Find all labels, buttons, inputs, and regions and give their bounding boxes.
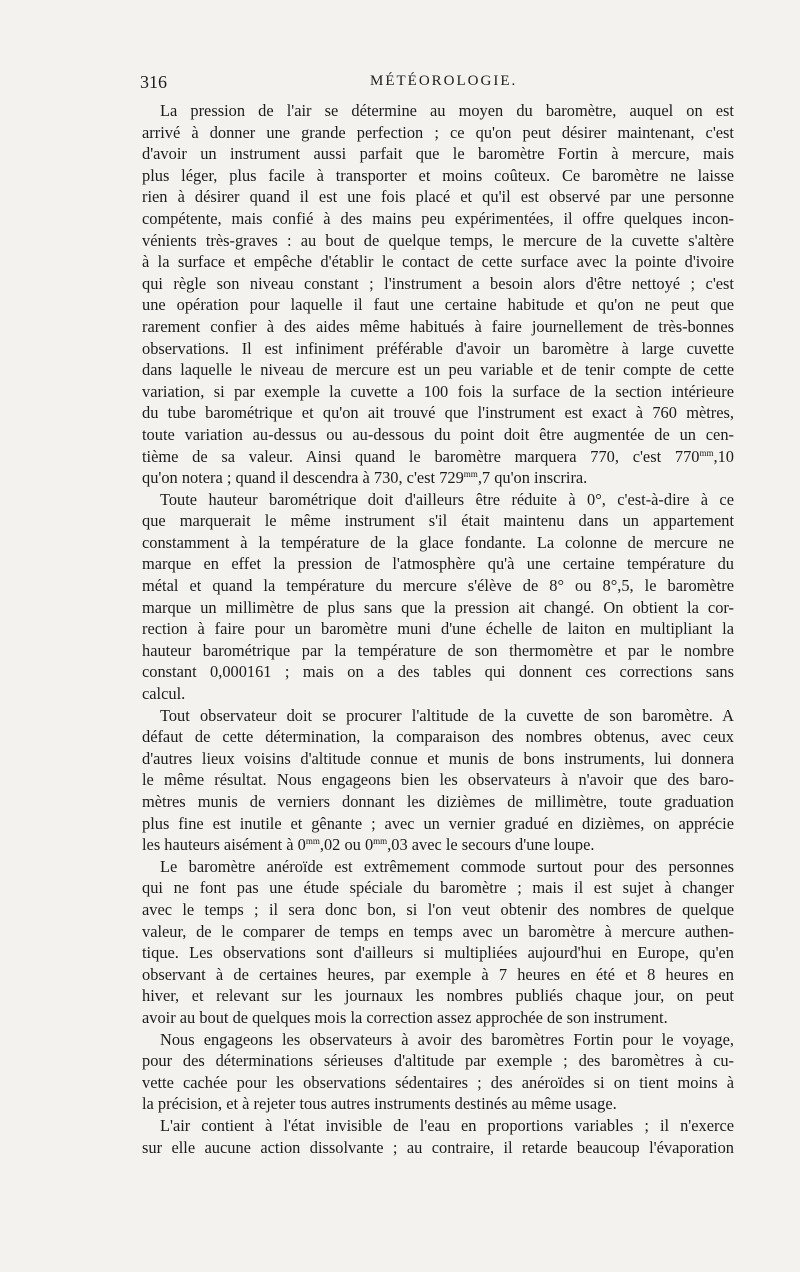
text-run: qui règle son niveau constant ; l'instrument a besoin alors d'être nettoyé ; c'est [142,273,734,293]
text-line [142,251,734,273]
text-run: rection à faire pour un baromètre muni d'une échelle de laiton en multipliant la [142,619,734,639]
text-run: tième de sa valeur. Ainsi quand le baromètre marquera 770, c'est 770 [142,446,700,466]
unit-superscript: mm [463,469,478,480]
text-run: rarement confier à des aides même habitués à faire journellement de très-bonnes [142,316,734,336]
text-line [142,122,734,144]
text-line [142,856,734,878]
text-run: hauteur barométrique par la température de son thermomètre et par le nombre [142,640,734,660]
text-run: compétente, mais confié à des mains peu expérimentées, il offre quelques incon- [142,208,734,228]
text-run: d'autres lieux voisins d'altitude connue et munis de bons instruments, lui donnera [142,748,734,768]
text-run: les hauteurs aisément à 0 [142,835,306,855]
text-run: la précision, et à rejeter tous autres instruments destinés au même usage. [142,1094,617,1114]
text-line [142,921,734,943]
text-line [142,1029,734,1051]
text-run: qui ne font pas une étude spéciale du baromètre ; mais il est sujet à changer [142,878,734,898]
text-run: vette cachée pour les observations sédentaires ; des anéroïdes si on tient moins à [142,1072,734,1092]
text-run: vénients très-graves : au bout de quelque temps, le mercure de la cuvette s'altère [142,230,734,250]
text-run: marque en effet la pression de l'atmosphère qu'à une certaine température du [142,554,734,574]
text-line [142,273,734,295]
text-run: Le baromètre anéroïde est extrêmement commode surtout pour des personnes [160,856,734,876]
text-line [142,1072,734,1094]
text-line [142,359,734,381]
text-line [142,1093,734,1115]
running-head-title: MÉTÉOROLOGIE. [370,73,518,89]
text-run: ,7 qu'on inscrira. [477,468,588,488]
text-run: dans laquelle le niveau de mercure est un peu variable et de tenir compte de cette [142,360,734,380]
text-run: une opération pour laquelle il faut une certaine habitude et qu'on ne peut que [142,295,734,315]
text-line [142,726,734,748]
text-line [142,294,734,316]
text-run: observations. Il est infiniment préférable d'avoir un baromètre à large cuvette [142,338,734,358]
text-line [142,640,734,662]
text-run: défaut de cette détermination, la comparaison des nombres obtenus, avec ceux [142,727,734,747]
text-line [142,208,734,230]
text-line [142,510,734,532]
text-run: à la surface et empêche d'établir le contact de cette surface avec la pointe d'ivoire [142,252,734,272]
text-line [142,791,734,813]
text-line [142,553,734,575]
text-run: qu'on notera ; quand il descendra à 730, c'est 729 [142,468,464,488]
text-run: constamment à la température de la glace fondante. La colonne de mercure ne [142,532,734,552]
text-run: rien à désirer quand il est une fois placé et qu'il est observé par une personne [142,187,734,207]
text-line [142,100,734,122]
text-run: variation, si par exemple la cuvette a 100 fois la surface de la section intérieure [142,381,734,401]
text-run: avec le temps ; il sera donc bon, si l'on veut obtenir des nombres de quelque [142,899,734,919]
text-line [142,985,734,1007]
unit-superscript: mm [305,836,320,847]
text-run: ,02 ou 0 [319,835,374,855]
text-line [142,575,734,597]
text-run: arrivé à donner une grande perfection ; ce qu'on peut désirer maintenant, c'est [142,122,734,142]
text-run: métal et quand la température du mercure s'élève de 8° ou 8°,5, le baromètre [142,576,734,596]
text-run: tique. Les observations sont d'ailleurs si multipliées aujourd'hui en Europe, qu'en [142,943,734,963]
text-line [142,813,734,835]
text-run: pour des déterminations sérieuses d'altitude par exemple ; des baromètres à cu- [142,1051,734,1071]
text-line [142,1137,734,1159]
text-run: hiver, et relevant sur les journaux les nombres publiés chaque jour, on peut [142,986,734,1006]
text-run: valeur, de le comparer de temps en temps avec un baromètre à mercure authen- [142,921,734,941]
text-line [142,899,734,921]
text-run: que marquerait le même instrument s'il était maintenu dans un appartement [142,511,734,531]
text-run: ,03 avec le secours d'une loupe. [387,835,595,855]
text-run: marque un millimètre de plus sans que la pression ait changé. On obtient la cor- [142,597,734,617]
text-line [142,446,734,468]
text-line [142,402,734,424]
text-run: La pression de l'air se détermine au moyen du baromètre, auquel on est [160,101,734,120]
text-run: Toute hauteur barométrique doit d'ailleurs être réduite à 0°, c'est-à-dire à ce [160,489,734,509]
text-line [142,230,734,252]
text-line [142,489,734,511]
text-run: mètres munis de verniers donnant les dizièmes de millimètre, toute graduation [142,792,734,811]
text-run: le même résultat. Nous engageons bien les observateurs à n'avoir que des baro- [142,770,734,790]
text-run: d'avoir un instrument aussi parfait que le baromètre Fortin à mercure, mais [142,144,734,164]
text-run: Nous engageons les observateurs à avoir des baromètres Fortin pour le voyage, [160,1029,734,1049]
text-line [142,338,734,360]
text-line [142,424,734,446]
text-run: calcul. [142,684,186,704]
text-run: observant à de certaines heures, par exemple à 7 heures en été et 8 heures en [142,964,734,984]
text-run: plus léger, plus facile à transporter et moins coûteux. Ce baromètre ne laisse [142,165,734,185]
text-run: plus fine est inutile et gênante ; avec un vernier gradué en dizièmes, on apprécie [142,813,734,833]
text-line [142,1050,734,1072]
text-run: sur elle aucune action dissolvante ; au contraire, il retarde beaucoup l'évaporation [142,1137,734,1157]
unit-superscript: mm [699,447,714,458]
body-text [142,100,734,1158]
text-line [142,618,734,640]
text-run: L'air contient à l'état invisible de l'eau en proportions variables ; il n'exerce [160,1115,734,1135]
text-line [142,532,734,554]
text-line [142,834,734,856]
text-line [142,316,734,338]
unit-superscript: mm [373,836,388,847]
text-line [142,143,734,165]
page-number: 316 [140,72,167,92]
text-line [142,769,734,791]
text-line [142,165,734,187]
text-run: constant 0,000161 ; mais on a des tables qui donnent ces corrections sans [142,662,734,682]
text-run: du tube barométrique et qu'on ait trouvé que l'instrument est exact à 760 mètres, [142,403,734,423]
text-line [142,661,734,683]
text-line [142,964,734,986]
text-line [142,467,734,489]
text-line [142,1115,734,1137]
text-run: Tout observateur doit se procurer l'altitude de la cuvette de son baromètre. A [160,705,734,725]
text-line [142,186,734,208]
text-line [142,1007,734,1029]
text-line [142,597,734,619]
running-head [140,72,730,96]
text-run: avoir au bout de quelques mois la correction assez approchée de son instrument. [142,1007,668,1027]
text-line [142,942,734,964]
text-line [142,748,734,770]
text-line [142,381,734,403]
text-run: toute variation au-dessus ou au-dessous du point doit être augmentée de un cen- [142,424,734,444]
text-line [142,705,734,727]
text-line [142,683,734,705]
text-line [142,877,734,899]
text-run: ,10 [713,446,734,466]
